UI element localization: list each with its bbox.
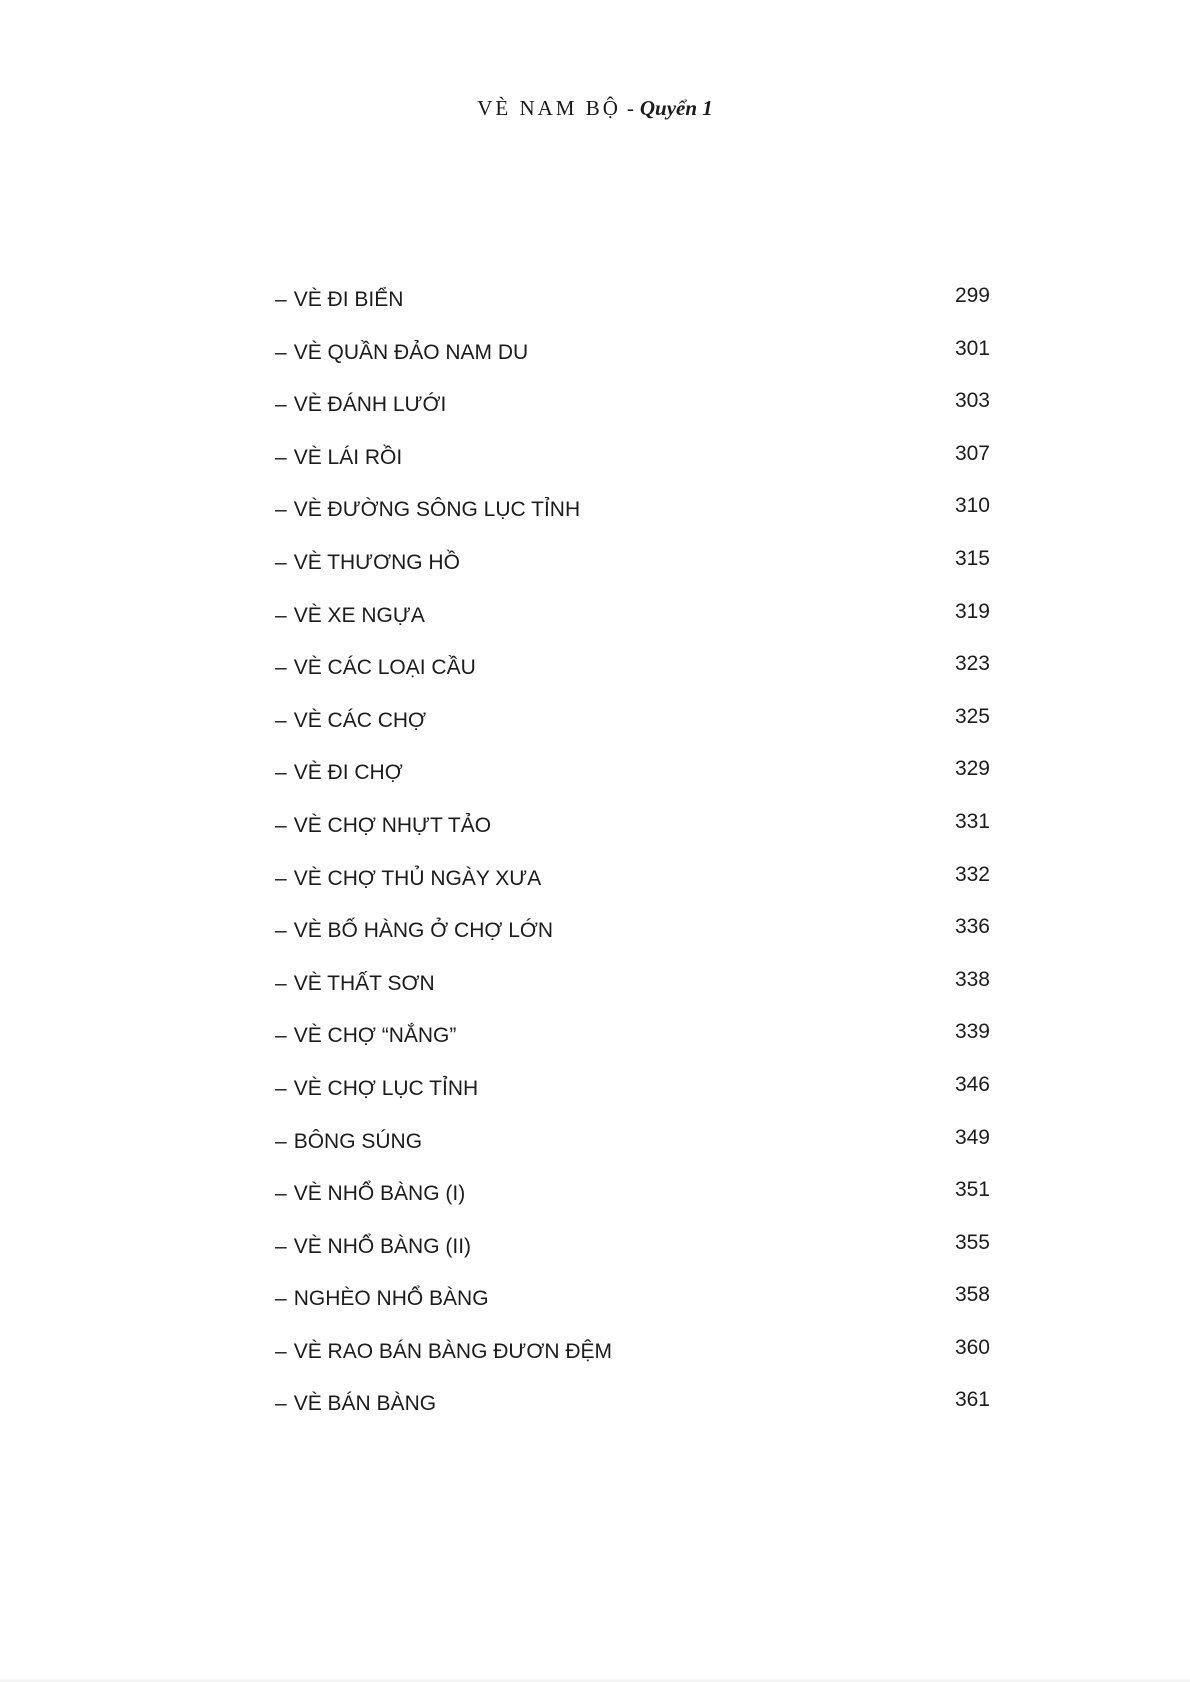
- toc-dash: –: [275, 971, 287, 995]
- toc-page-number: 336: [954, 915, 990, 939]
- toc-entry[interactable]: [0, 278, 1190, 331]
- toc-page-number: 329: [954, 757, 990, 781]
- toc-dash: –: [275, 393, 287, 417]
- toc-entry-title: [275, 1340, 612, 1364]
- toc-entry[interactable]: [0, 804, 1190, 857]
- page-bottom-edge: [0, 1678, 1190, 1682]
- toc-entry-title: [275, 288, 403, 312]
- toc-page-number: 346: [954, 1072, 990, 1096]
- toc-entry-title: [275, 709, 426, 733]
- toc-entry-title: [275, 761, 403, 785]
- toc-page-number: 315: [954, 546, 990, 570]
- toc-entry-title: [275, 393, 446, 417]
- toc-dash: –: [275, 1182, 287, 1206]
- toc-page-number: 349: [954, 1125, 990, 1149]
- toc-entry[interactable]: [0, 383, 1190, 436]
- toc-entry-text: VÈ NHỔ BÀNG (I): [293, 1182, 466, 1206]
- toc-dash: –: [275, 1129, 287, 1153]
- toc-entry[interactable]: [0, 541, 1190, 594]
- toc-entry[interactable]: [0, 699, 1190, 752]
- toc-page-number: 339: [954, 1020, 990, 1044]
- toc-entry-text: VÈ CHỢ THỦ NGÀY XƯA: [293, 866, 542, 890]
- toc-dash: –: [275, 866, 287, 890]
- toc-page-number: 351: [954, 1178, 990, 1202]
- toc-entry[interactable]: [0, 436, 1190, 489]
- toc-dash: –: [275, 813, 287, 837]
- toc-page-number: 299: [954, 284, 990, 307]
- toc-entry-title: [275, 1130, 422, 1154]
- toc-entry-text: VÈ ĐƯỜNG SÔNG LỤC TỈNH: [293, 498, 581, 522]
- toc-dash: –: [275, 761, 287, 785]
- toc-dash: –: [275, 1024, 287, 1048]
- toc-dash: –: [275, 919, 287, 943]
- toc-entry-text: VÈ CHỢ “NẮNG”: [293, 1024, 457, 1048]
- toc-entry-text: VÈ LÁI RỒI: [293, 445, 403, 469]
- toc-entry-text: BÔNG SÚNG: [293, 1129, 423, 1153]
- toc-entry-title: [275, 446, 402, 470]
- toc-entry-text: VÈ BỐ HÀNG Ở CHỢ LỚN: [293, 919, 554, 943]
- toc-entry[interactable]: [0, 1225, 1190, 1278]
- toc-dash: –: [275, 656, 287, 680]
- toc-entry-text: VÈ CHỢ NHỰT TẢO: [293, 813, 492, 837]
- toc-entry[interactable]: [0, 488, 1190, 541]
- toc-dash: –: [275, 1392, 287, 1416]
- toc-entry-title: [275, 1024, 456, 1048]
- toc-entry[interactable]: [0, 1067, 1190, 1120]
- toc-dash: –: [275, 498, 287, 522]
- toc-page-number: 358: [954, 1283, 990, 1307]
- toc-page-number: 323: [954, 652, 990, 676]
- toc-page-number: 355: [954, 1230, 990, 1254]
- toc-entry-text: VÈ QUẦN ĐẢO NAM DU: [293, 340, 529, 364]
- toc-entry-title: [275, 498, 580, 522]
- toc-page-number: 325: [954, 704, 990, 728]
- toc-entry[interactable]: [0, 1330, 1190, 1383]
- toc-entry-text: VÈ NHỔ BÀNG (II): [293, 1234, 472, 1258]
- toc-entry-title: [275, 814, 491, 838]
- toc-entry-title: [275, 341, 528, 365]
- toc-dash: –: [275, 1339, 287, 1363]
- toc-entry-text: VÈ CÁC CHỢ: [293, 708, 427, 732]
- toc-entry[interactable]: [0, 1014, 1190, 1067]
- toc-dash: –: [275, 1287, 287, 1311]
- toc-entry-text: VÈ XE NGỰA: [293, 603, 425, 627]
- toc-entry[interactable]: [0, 594, 1190, 647]
- toc-entry[interactable]: [0, 1172, 1190, 1225]
- toc-page-number: 360: [954, 1335, 990, 1359]
- toc-entry-title: [275, 972, 435, 996]
- toc-entry-title: [275, 1235, 471, 1259]
- toc-entry[interactable]: [0, 646, 1190, 699]
- toc-entry-title: [275, 1287, 489, 1311]
- book-title: VÈ NAM BỘ: [477, 96, 621, 120]
- toc-dash: –: [275, 550, 287, 574]
- toc-entry-text: NGHÈO NHỔ BÀNG: [293, 1287, 489, 1311]
- toc-dash: –: [275, 708, 287, 732]
- toc-entry[interactable]: [0, 1277, 1190, 1330]
- toc-entry-text: VÈ ĐI BIỂN: [293, 288, 404, 311]
- toc-entry-text: VÈ RAO BÁN BÀNG ĐƯƠN ĐỆM: [293, 1339, 613, 1363]
- toc-entry-text: VÈ CÁC LOẠI CẦU: [293, 656, 476, 680]
- volume-label: Quyển 1: [639, 96, 713, 120]
- running-header: [0, 96, 1190, 121]
- toc-page-number: 310: [954, 494, 990, 518]
- toc-entry-text: VÈ CHỢ LỤC TỈNH: [293, 1076, 479, 1100]
- toc-page-number: 332: [954, 862, 990, 886]
- toc-page-number: 307: [954, 441, 990, 465]
- toc-entry[interactable]: [0, 1382, 1190, 1435]
- toc-entry-text: VÈ ĐI CHỢ: [293, 761, 403, 785]
- toc-page-number: 361: [954, 1388, 990, 1412]
- toc-entry-title: [275, 656, 476, 680]
- toc-entry[interactable]: [0, 751, 1190, 804]
- toc-page-number: 301: [954, 336, 990, 360]
- toc-entry-text: VÈ BÁN BÀNG: [293, 1392, 437, 1416]
- toc-page-number: 303: [954, 389, 990, 413]
- toc-page-number: 319: [954, 599, 990, 623]
- toc-entry-text: VÈ THẤT SƠN: [293, 971, 435, 995]
- toc-entry-title: [275, 1392, 436, 1416]
- toc-entry-title: [275, 551, 460, 575]
- toc-entry-title: [275, 867, 541, 891]
- toc-entry-title: [275, 919, 553, 943]
- toc-entry[interactable]: [0, 331, 1190, 384]
- header-separator: -: [626, 96, 634, 120]
- toc-entry[interactable]: [0, 962, 1190, 1015]
- toc-dash: –: [275, 288, 287, 311]
- toc-dash: –: [275, 445, 287, 469]
- toc-page-number: 331: [954, 809, 990, 833]
- toc-entry-title: [275, 604, 425, 628]
- table-of-contents: [0, 278, 1190, 1435]
- toc-dash: –: [275, 1234, 287, 1258]
- toc-entry-title: [275, 1182, 465, 1206]
- toc-dash: –: [275, 603, 287, 627]
- toc-entry-text: VÈ THƯƠNG HỒ: [293, 550, 460, 574]
- toc-dash: –: [275, 1076, 287, 1100]
- toc-entry-text: VÈ ĐÁNH LƯỚI: [293, 393, 447, 417]
- toc-page-number: 338: [954, 967, 990, 991]
- toc-entry[interactable]: [0, 909, 1190, 962]
- toc-entry[interactable]: [0, 1120, 1190, 1173]
- toc-entry-title: [275, 1077, 478, 1101]
- toc-entry[interactable]: [0, 857, 1190, 910]
- toc-dash: –: [275, 340, 287, 364]
